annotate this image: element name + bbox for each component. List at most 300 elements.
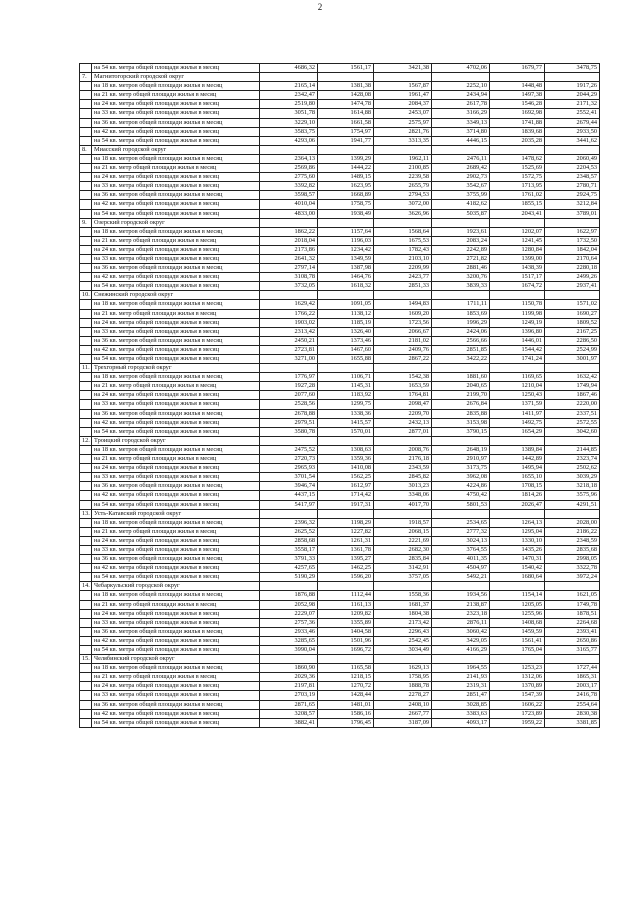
row-number <box>80 636 92 645</box>
value-cell: 1766,22 <box>260 309 318 318</box>
value-cell: 2084,37 <box>374 100 432 109</box>
value-cell: 1675,53 <box>374 236 432 245</box>
row-number <box>80 464 92 473</box>
area-label: на 42 кв. метра общей площади жилья в месяц <box>92 273 260 282</box>
value-cell: 1938,49 <box>318 209 374 218</box>
value-cell: 1295,04 <box>490 527 545 536</box>
area-label: на 21 кв. метр общей площади жилья в месяц <box>92 382 260 391</box>
value-cell: 4166,29 <box>432 646 490 655</box>
value-cell: 2176,18 <box>374 455 432 464</box>
value-cell: 1205,05 <box>490 600 545 609</box>
value-cell: 1444,22 <box>318 164 374 173</box>
value-cell: 1959,22 <box>490 718 545 727</box>
area-label: на 42 кв. метра общей площади жилья в месяц <box>92 345 260 354</box>
row-number: 8. <box>80 145 92 154</box>
table-row <box>80 345 600 354</box>
value-cell: 2924,75 <box>545 191 600 200</box>
table-row <box>80 154 600 163</box>
table-row <box>80 518 600 527</box>
value-cell: 1876,88 <box>260 591 318 600</box>
row-number <box>80 500 92 509</box>
value-cell: 4504,97 <box>432 564 490 573</box>
value-cell: 1761,02 <box>490 191 545 200</box>
empty-cell <box>432 436 490 445</box>
value-cell: 1218,15 <box>318 673 374 682</box>
value-cell: 3626,96 <box>374 209 432 218</box>
area-label: на 24 кв. метра общей площади жилья в месяц <box>92 391 260 400</box>
table-row <box>80 300 600 309</box>
empty-cell <box>374 145 432 154</box>
value-cell: 3972,24 <box>545 573 600 582</box>
value-cell: 3212,84 <box>545 200 600 209</box>
value-cell: 1399,29 <box>318 154 374 163</box>
table-row <box>80 418 600 427</box>
table-row <box>80 491 600 500</box>
value-cell: 2342,47 <box>260 91 318 100</box>
area-label: на 24 кв. метра общей площади жилья в месяц <box>92 682 260 691</box>
value-cell: 3173,75 <box>432 464 490 473</box>
value-cell: 1711,11 <box>432 300 490 309</box>
value-cell: 1655,88 <box>318 355 374 364</box>
area-label: на 42 кв. метра общей площади жилья в месяц <box>92 636 260 645</box>
value-cell: 1696,72 <box>318 646 374 655</box>
table-row <box>80 318 600 327</box>
row-number <box>80 191 92 200</box>
row-number <box>80 300 92 309</box>
value-cell: 2165,14 <box>260 82 318 91</box>
empty-cell <box>318 509 374 518</box>
value-cell: 3791,33 <box>260 555 318 564</box>
value-cell: 3001,97 <box>545 355 600 364</box>
row-number: 11. <box>80 364 92 373</box>
value-cell: 1568,64 <box>374 227 432 236</box>
value-cell: 1674,72 <box>490 282 545 291</box>
value-cell: 2881,46 <box>432 264 490 273</box>
value-cell: 4293,06 <box>260 136 318 145</box>
empty-cell <box>490 291 545 300</box>
table-row <box>80 355 600 364</box>
row-number <box>80 100 92 109</box>
value-cell: 3072,00 <box>374 200 432 209</box>
value-cell: 3478,75 <box>545 64 600 73</box>
table-row <box>80 136 600 145</box>
row-number <box>80 518 92 527</box>
value-cell: 3755,99 <box>432 191 490 200</box>
empty-cell <box>318 145 374 154</box>
value-cell: 3701,54 <box>260 473 318 482</box>
row-number <box>80 254 92 263</box>
value-cell: 3598,57 <box>260 191 318 200</box>
value-cell: 1280,84 <box>490 245 545 254</box>
empty-cell <box>545 436 600 445</box>
value-cell: 1542,38 <box>374 373 432 382</box>
value-cell: 1150,78 <box>490 300 545 309</box>
value-cell: 3034,49 <box>374 646 432 655</box>
value-cell: 2252,10 <box>432 82 490 91</box>
value-cell: 2676,84 <box>432 400 490 409</box>
value-cell: 3732,05 <box>260 282 318 291</box>
table-row <box>80 573 600 582</box>
value-cell: 4833,00 <box>260 209 318 218</box>
value-cell: 1157,64 <box>318 227 374 236</box>
value-cell: 3348,06 <box>374 491 432 500</box>
row-number <box>80 245 92 254</box>
municipality-header-row <box>80 582 600 591</box>
value-cell: 3271,00 <box>260 355 318 364</box>
value-cell: 2679,44 <box>545 118 600 127</box>
empty-cell <box>545 582 600 591</box>
value-cell: 2393,41 <box>545 627 600 636</box>
empty-cell <box>260 436 318 445</box>
value-cell: 1764,81 <box>374 391 432 400</box>
area-label: на 36 кв. метров общей площади жилья в месяц <box>92 409 260 418</box>
area-label: на 18 кв. метров общей площади жилья в месяц <box>92 154 260 163</box>
table-row <box>80 191 600 200</box>
value-cell: 2408,10 <box>374 700 432 709</box>
value-cell: 3200,76 <box>432 273 490 282</box>
municipality-header-row <box>80 73 600 82</box>
value-cell: 1708,15 <box>490 482 545 491</box>
value-cell: 2003,17 <box>545 682 600 691</box>
table-row <box>80 527 600 536</box>
value-cell: 1234,42 <box>318 245 374 254</box>
value-cell: 1448,48 <box>490 82 545 91</box>
value-cell: 3714,80 <box>432 127 490 136</box>
value-cell: 1470,31 <box>490 555 545 564</box>
area-label: на 33 кв. метра общей площади жилья в месяц <box>92 182 260 191</box>
value-cell: 2552,41 <box>545 109 600 118</box>
value-cell: 1540,42 <box>490 564 545 573</box>
value-cell: 1632,42 <box>545 373 600 382</box>
value-cell: 1525,69 <box>490 164 545 173</box>
row-number <box>80 482 92 491</box>
value-cell: 2835,68 <box>545 545 600 554</box>
value-cell: 1165,58 <box>318 664 374 673</box>
value-cell: 1185,19 <box>318 318 374 327</box>
value-cell: 1411,97 <box>490 409 545 418</box>
table-row <box>80 600 600 609</box>
value-cell: 1888,78 <box>374 682 432 691</box>
value-cell: 3580,78 <box>260 427 318 436</box>
value-cell: 3839,33 <box>432 282 490 291</box>
value-cell: 2721,82 <box>432 254 490 263</box>
area-label: на 21 кв. метр общей площади жилья в месяц <box>92 600 260 609</box>
empty-cell <box>260 145 318 154</box>
value-cell: 2396,32 <box>260 518 318 527</box>
row-number <box>80 573 92 582</box>
value-cell: 1680,64 <box>490 573 545 582</box>
table-row <box>80 555 600 564</box>
value-cell: 1467,60 <box>318 345 374 354</box>
value-cell: 1561,17 <box>318 64 374 73</box>
value-cell: 2186,22 <box>545 527 600 536</box>
page-number: 2 <box>317 2 323 12</box>
value-cell: 1199,98 <box>490 309 545 318</box>
value-cell: 1964,55 <box>432 664 490 673</box>
value-cell: 2035,28 <box>490 136 545 145</box>
empty-cell <box>374 218 432 227</box>
row-number <box>80 673 92 682</box>
value-cell: 1596,20 <box>318 573 374 582</box>
value-cell: 2098,47 <box>374 400 432 409</box>
value-cell: 1389,84 <box>490 445 545 454</box>
empty-cell <box>318 582 374 591</box>
table-row <box>80 709 600 718</box>
row-number <box>80 91 92 100</box>
empty-cell <box>260 218 318 227</box>
empty-cell <box>374 436 432 445</box>
row-number <box>80 309 92 318</box>
value-cell: 1572,75 <box>490 173 545 182</box>
value-cell: 2566,66 <box>432 336 490 345</box>
value-cell: 1349,59 <box>318 254 374 263</box>
value-cell: 2794,53 <box>374 191 432 200</box>
empty-cell <box>432 73 490 82</box>
value-cell: 5801,53 <box>432 500 490 509</box>
value-cell: 1202,07 <box>490 227 545 236</box>
row-number: 13. <box>80 509 92 518</box>
area-label: на 24 кв. метра общей площади жилья в месяц <box>92 100 260 109</box>
value-cell: 1312,06 <box>490 673 545 682</box>
row-number <box>80 600 92 609</box>
area-label: на 42 кв. метра общей площади жилья в месяц <box>92 418 260 427</box>
empty-cell <box>490 436 545 445</box>
value-cell: 3208,57 <box>260 709 318 718</box>
empty-cell <box>490 73 545 82</box>
value-cell: 5190,29 <box>260 573 318 582</box>
row-number <box>80 400 92 409</box>
empty-cell <box>374 582 432 591</box>
value-cell: 2432,13 <box>374 418 432 427</box>
empty-cell <box>432 655 490 664</box>
value-cell: 4437,15 <box>260 491 318 500</box>
table-row <box>80 382 600 391</box>
value-cell: 1727,44 <box>545 664 600 673</box>
value-cell: 2434,94 <box>432 91 490 100</box>
value-cell: 1154,14 <box>490 591 545 600</box>
area-label: на 36 кв. метров общей площади жилья в месяц <box>92 336 260 345</box>
row-number <box>80 282 92 291</box>
value-cell: 4446,15 <box>432 136 490 145</box>
value-cell: 1927,28 <box>260 382 318 391</box>
value-cell: 2028,00 <box>545 518 600 527</box>
value-cell: 2641,32 <box>260 254 318 263</box>
empty-cell <box>490 655 545 664</box>
value-cell: 3790,15 <box>432 427 490 436</box>
row-number <box>80 564 92 573</box>
row-number <box>80 327 92 336</box>
area-label: на 33 кв. метра общей площади жилья в месяц <box>92 691 260 700</box>
table-row <box>80 245 600 254</box>
municipality-header-row <box>80 364 600 373</box>
table-row <box>80 464 600 473</box>
area-label: на 54 кв. метра общей площади жилья в месяц <box>92 209 260 218</box>
value-cell: 1654,29 <box>490 427 545 436</box>
value-cell: 2723,81 <box>260 345 318 354</box>
value-cell: 1308,63 <box>318 445 374 454</box>
value-cell: 1261,31 <box>318 536 374 545</box>
empty-cell <box>374 655 432 664</box>
value-cell: 1865,31 <box>545 673 600 682</box>
value-cell: 2173,42 <box>374 618 432 627</box>
value-cell: 1917,26 <box>545 82 600 91</box>
value-cell: 2667,77 <box>374 709 432 718</box>
value-cell: 3322,78 <box>545 564 600 573</box>
row-number: 7. <box>80 73 92 82</box>
value-cell: 3990,04 <box>260 646 318 655</box>
row-number <box>80 209 92 218</box>
value-cell: 2181,02 <box>374 336 432 345</box>
value-cell: 2171,32 <box>545 100 600 109</box>
value-cell: 2313,42 <box>260 327 318 336</box>
value-cell: 3042,60 <box>545 427 600 436</box>
empty-cell <box>432 218 490 227</box>
value-cell: 1562,25 <box>318 473 374 482</box>
rates-table <box>79 63 600 728</box>
empty-cell <box>260 582 318 591</box>
value-cell: 2170,64 <box>545 254 600 263</box>
empty-cell <box>318 655 374 664</box>
empty-cell <box>260 73 318 82</box>
value-cell: 1758,75 <box>318 200 374 209</box>
value-cell: 1264,13 <box>490 518 545 527</box>
value-cell: 1404,58 <box>318 627 374 636</box>
value-cell: 2144,85 <box>545 445 600 454</box>
value-cell: 2242,89 <box>432 245 490 254</box>
value-cell: 1842,04 <box>545 245 600 254</box>
value-cell: 1489,15 <box>318 173 374 182</box>
value-cell: 1749,94 <box>545 382 600 391</box>
value-cell: 2797,14 <box>260 264 318 273</box>
value-cell: 2209,99 <box>374 264 432 273</box>
value-cell: 2902,73 <box>432 173 490 182</box>
value-cell: 2204,53 <box>545 164 600 173</box>
table-row <box>80 455 600 464</box>
value-cell: 1494,83 <box>374 300 432 309</box>
value-cell: 2851,85 <box>432 345 490 354</box>
value-cell: 2851,33 <box>374 282 432 291</box>
value-cell: 2780,71 <box>545 182 600 191</box>
value-cell: 4686,32 <box>260 64 318 73</box>
value-cell: 1621,05 <box>545 591 600 600</box>
value-cell: 3013,23 <box>374 482 432 491</box>
table-row <box>80 536 600 545</box>
area-label: на 18 кв. метров общей площади жилья в месяц <box>92 445 260 454</box>
value-cell: 1681,37 <box>374 600 432 609</box>
value-cell: 2703,19 <box>260 691 318 700</box>
municipality-name: Усть-Катавский городской округ <box>92 509 260 518</box>
row-number <box>80 154 92 163</box>
value-cell: 2554,64 <box>545 700 600 709</box>
empty-cell <box>260 291 318 300</box>
empty-cell <box>318 291 374 300</box>
value-cell: 3165,77 <box>545 646 600 655</box>
row-number: 9. <box>80 218 92 227</box>
value-cell: 2821,76 <box>374 127 432 136</box>
table-row <box>80 427 600 436</box>
value-cell: 1249,19 <box>490 318 545 327</box>
table-row <box>80 327 600 336</box>
value-cell: 1373,46 <box>318 336 374 345</box>
value-cell: 1653,59 <box>374 382 432 391</box>
table-row <box>80 618 600 627</box>
value-cell: 1371,59 <box>490 400 545 409</box>
value-cell: 1544,42 <box>490 345 545 354</box>
value-cell: 2319,31 <box>432 682 490 691</box>
value-cell: 3153,98 <box>432 418 490 427</box>
value-cell: 2650,86 <box>545 636 600 645</box>
row-number <box>80 318 92 327</box>
value-cell: 4750,42 <box>432 491 490 500</box>
value-cell: 1481,01 <box>318 700 374 709</box>
area-label: на 54 кв. метра общей площади жилья в месяц <box>92 64 260 73</box>
value-cell: 1138,12 <box>318 309 374 318</box>
value-cell: 4011,35 <box>432 555 490 564</box>
table-row <box>80 336 600 345</box>
table-row <box>80 591 600 600</box>
row-number <box>80 345 92 354</box>
area-label: на 18 кв. метров общей площади жилья в месяц <box>92 591 260 600</box>
area-label: на 42 кв. метра общей площади жилья в месяц <box>92 709 260 718</box>
empty-cell <box>432 582 490 591</box>
row-number <box>80 182 92 191</box>
value-cell: 2239,58 <box>374 173 432 182</box>
value-cell: 2830,38 <box>545 709 600 718</box>
table-row <box>80 482 600 491</box>
value-cell: 4017,70 <box>374 500 432 509</box>
area-label: на 33 кв. метра общей площади жилья в месяц <box>92 545 260 554</box>
table-row <box>80 373 600 382</box>
row-number <box>80 709 92 718</box>
empty-cell <box>545 364 600 373</box>
value-cell: 1399,00 <box>490 254 545 263</box>
value-cell: 2043,41 <box>490 209 545 218</box>
value-cell: 1408,68 <box>490 618 545 627</box>
value-cell: 2044,29 <box>545 91 600 100</box>
row-number <box>80 445 92 454</box>
municipality-header-row <box>80 145 600 154</box>
area-label: на 33 кв. метра общей площади жилья в месяц <box>92 327 260 336</box>
empty-cell <box>545 73 600 82</box>
value-cell: 2867,22 <box>374 355 432 364</box>
area-label: на 21 кв. метр общей площади жилья в месяц <box>92 164 260 173</box>
value-cell: 1679,77 <box>490 64 545 73</box>
value-cell: 2209,70 <box>374 409 432 418</box>
empty-cell <box>545 655 600 664</box>
area-label: на 54 кв. метра общей площади жилья в месяц <box>92 282 260 291</box>
value-cell: 1867,46 <box>545 391 600 400</box>
table-row <box>80 109 600 118</box>
area-label: на 54 кв. метра общей площади жилья в месяц <box>92 355 260 364</box>
value-cell: 1210,04 <box>490 382 545 391</box>
value-cell: 2910,97 <box>432 455 490 464</box>
row-number <box>80 718 92 727</box>
value-cell: 1690,27 <box>545 309 600 318</box>
value-cell: 4093,17 <box>432 718 490 727</box>
row-number <box>80 391 92 400</box>
value-cell: 1198,29 <box>318 518 374 527</box>
value-cell: 4291,51 <box>545 500 600 509</box>
value-cell: 2066,67 <box>374 327 432 336</box>
empty-cell <box>374 509 432 518</box>
row-number <box>80 382 92 391</box>
value-cell: 3946,74 <box>260 482 318 491</box>
municipality-header-row <box>80 218 600 227</box>
value-cell: 1428,08 <box>318 91 374 100</box>
value-cell: 1776,97 <box>260 373 318 382</box>
value-cell: 2167,25 <box>545 327 600 336</box>
value-cell: 1814,26 <box>490 491 545 500</box>
